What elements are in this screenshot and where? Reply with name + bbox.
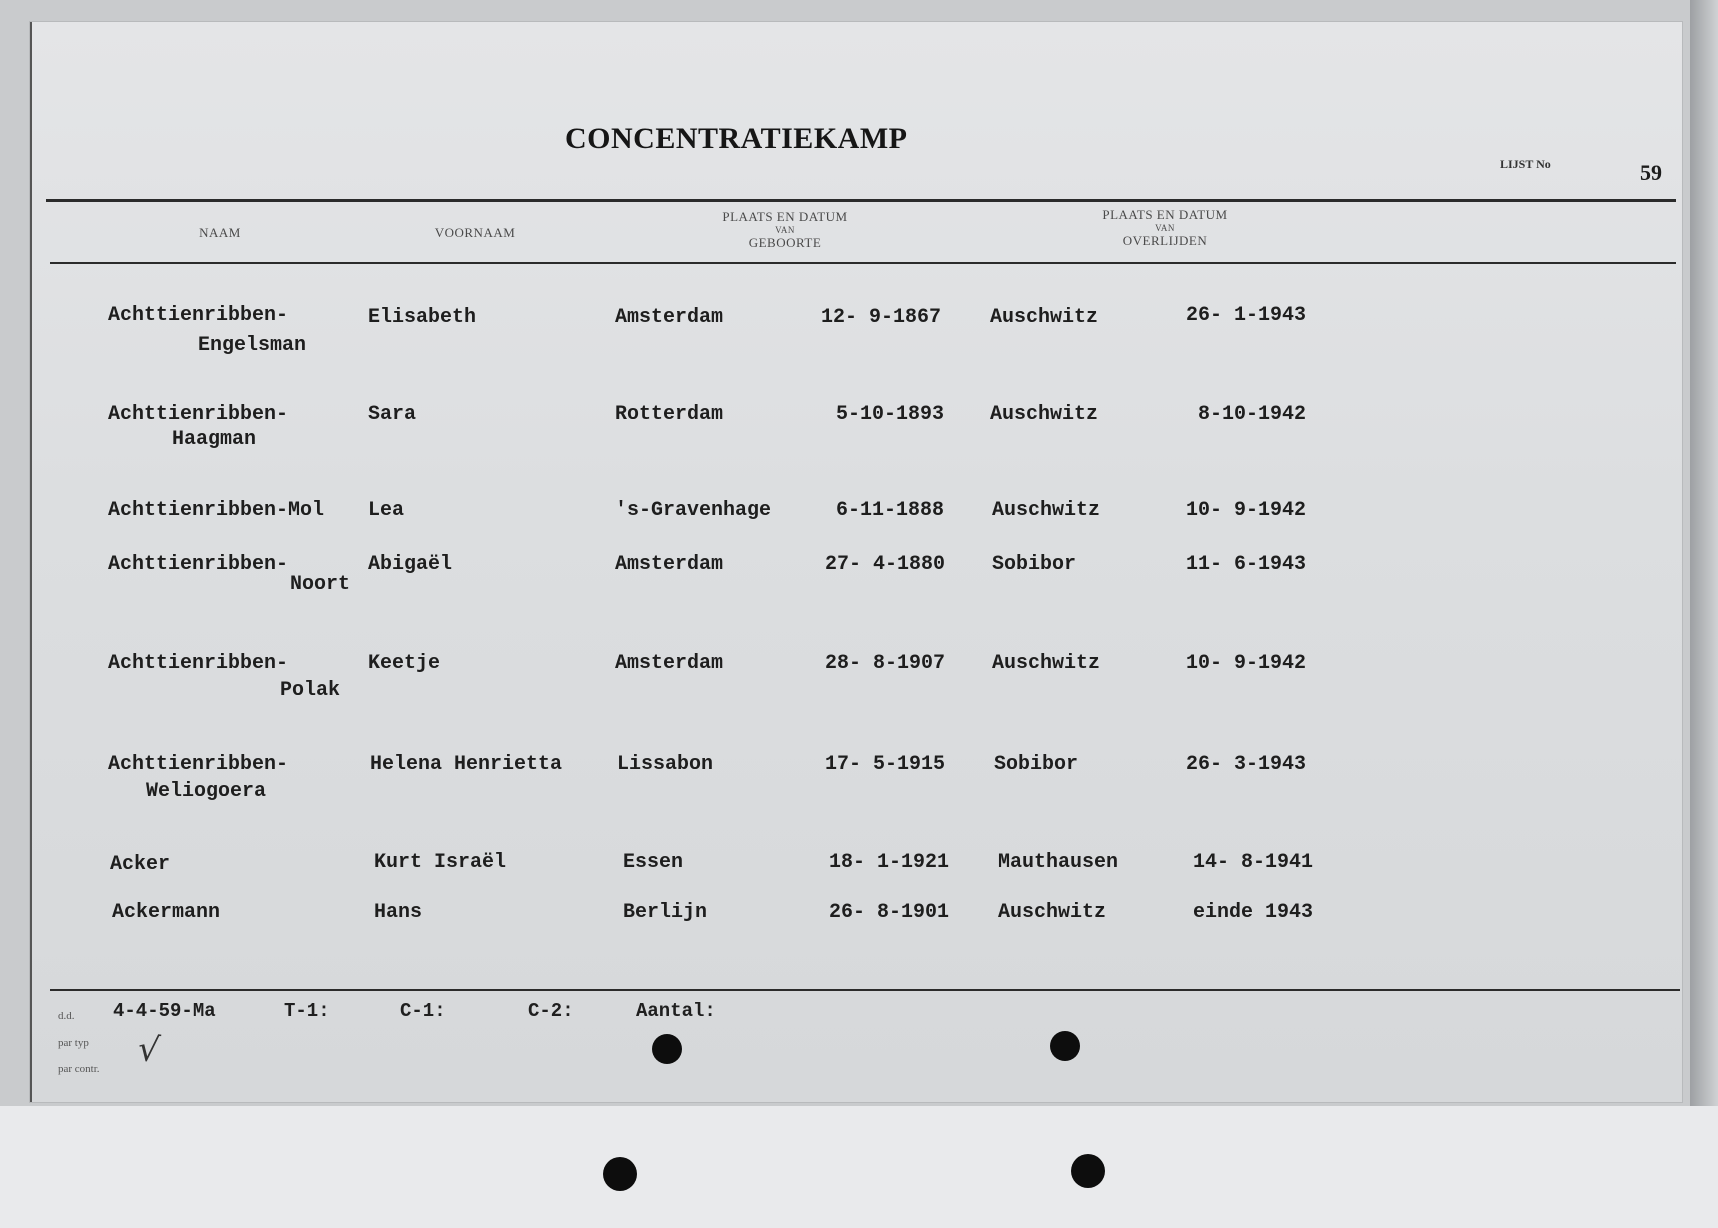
footer-t1: T-1: (284, 1000, 330, 1022)
surname: Achttienribben- (108, 403, 289, 426)
birth-date: 27- 4-1880 (825, 553, 946, 576)
column-header-naam: NAAM (199, 225, 241, 240)
surname-continuation: Engelsman (198, 334, 307, 357)
birth-place: Amsterdam (615, 652, 724, 675)
death-place: Auschwitz (990, 403, 1099, 426)
first-name: Helena Henrietta (370, 753, 563, 776)
surname: Acker (110, 853, 171, 876)
scan-edge (1690, 0, 1718, 1228)
death-date: 26- 3-1943 (1186, 753, 1307, 776)
surname-continuation: Haagman (172, 428, 257, 451)
punch-hole (1071, 1154, 1105, 1188)
death-date: 26- 1-1943 (1186, 304, 1307, 327)
death-place: Mauthausen (998, 851, 1119, 874)
surname-continuation: Noort (290, 573, 351, 596)
page-title: CONCENTRATIEKAMP (565, 122, 908, 155)
list-number-label: LIJST No (1500, 157, 1551, 171)
list-number: 59 (1640, 160, 1662, 185)
column-header-voornaam: VOORNAAM (434, 225, 516, 240)
column-header-geboorte: PLAATS EN DATUM VAN GEBOORTE (722, 209, 848, 250)
punch-hole (1050, 1031, 1080, 1061)
first-name: Sara (368, 403, 417, 426)
footer-dd-label: d.d. (58, 1010, 75, 1022)
surname: Ackermann (112, 901, 221, 924)
birth-place: 's-Gravenhage (615, 499, 772, 522)
check-mark-icon: √ (135, 1028, 162, 1072)
first-name: Abigaël (368, 553, 453, 576)
first-name: Kurt Israël (374, 851, 507, 874)
death-place: Auschwitz (990, 306, 1099, 329)
birth-date: 26- 8-1901 (829, 901, 950, 924)
birth-place: Rotterdam (615, 403, 724, 426)
birth-place: Amsterdam (615, 553, 724, 576)
footer-aantal: Aantal: (636, 1000, 716, 1022)
death-place: Auschwitz (992, 499, 1101, 522)
surname: Achttienribben- (108, 304, 289, 327)
footer-rule (50, 989, 1680, 991)
surname-continuation: Polak (280, 679, 341, 702)
column-header-overlijden: PLAATS EN DATUM VAN OVERLIJDEN (1102, 207, 1228, 248)
header-top-rule (46, 199, 1676, 202)
death-date: 8-10-1942 (1198, 403, 1307, 426)
surname-continuation: Weliogoera (146, 780, 267, 803)
footer-par-contr: par contr. (58, 1063, 100, 1075)
birth-date: 18- 1-1921 (829, 851, 950, 874)
birth-place: Amsterdam (615, 306, 724, 329)
footer-c2: C-2: (528, 1000, 574, 1022)
first-name: Hans (374, 901, 423, 924)
death-place: Auschwitz (998, 901, 1107, 924)
punch-hole (603, 1157, 637, 1191)
death-date: 11- 6-1943 (1186, 553, 1307, 576)
death-date: 10- 9-1942 (1186, 499, 1307, 522)
footer-par-typ: par typ (58, 1037, 89, 1049)
surname: Achttienribben- (108, 553, 289, 576)
death-date: 14- 8-1941 (1193, 851, 1314, 874)
death-place: Sobibor (994, 753, 1079, 776)
birth-place: Essen (623, 851, 684, 874)
scan-background (0, 1106, 1718, 1228)
death-date: 10- 9-1942 (1186, 652, 1307, 675)
birth-place: Berlijn (623, 901, 708, 924)
death-place: Sobibor (992, 553, 1077, 576)
header-bottom-rule (50, 262, 1676, 264)
birth-date: 17- 5-1915 (825, 753, 946, 776)
footer-date-code: 4-4-59-Ma (113, 1000, 216, 1022)
birth-date: 12- 9-1867 (821, 306, 942, 329)
death-place: Auschwitz (992, 652, 1101, 675)
surname: Achttienribben- (108, 753, 289, 776)
birth-date: 6-11-1888 (836, 499, 945, 522)
surname: Achttienribben- (108, 652, 289, 675)
birth-date: 5-10-1893 (836, 403, 945, 426)
birth-place: Lissabon (617, 753, 714, 776)
first-name: Elisabeth (368, 306, 477, 329)
surname: Achttienribben-Mol (108, 499, 325, 522)
first-name: Keetje (368, 652, 441, 675)
footer-c1: C-1: (400, 1000, 446, 1022)
punch-hole (652, 1034, 682, 1064)
birth-date: 28- 8-1907 (825, 652, 946, 675)
death-date: einde 1943 (1193, 901, 1314, 924)
first-name: Lea (368, 499, 405, 522)
